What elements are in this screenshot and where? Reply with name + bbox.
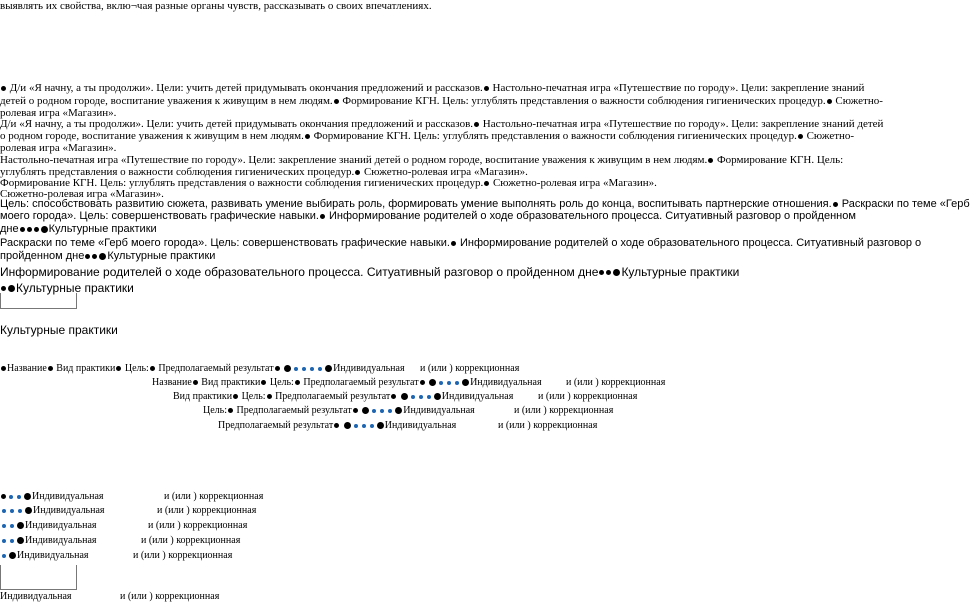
goal-label: Цель:	[203, 405, 227, 416]
line-text: Сюжетно-	[835, 95, 883, 107]
table-row-3	[173, 391, 513, 403]
correction-label-6: и (или ) коррекционная	[164, 491, 264, 502]
result-label: Предполагаемый результат	[303, 377, 419, 388]
bullet-icon	[17, 522, 24, 529]
table-row-5	[218, 420, 456, 432]
correction-label-1: и (или ) коррекционная	[420, 363, 520, 374]
goal-label: Цель:	[124, 363, 149, 374]
bullet-icon	[34, 227, 39, 232]
bullet-icon	[606, 270, 611, 275]
blue-dot-icon	[2, 539, 6, 543]
line-text: Культурные практики	[621, 265, 740, 279]
blue-dot-icon	[10, 509, 14, 513]
individual-label: Индивидуальная	[25, 520, 97, 531]
plan-line-14	[0, 237, 921, 250]
line-text: Цель: способствовать развитию сюжета, развивать умение выбирать роль, формировать умение выполнять роль до конца, воспитывать партнерские отношения.	[0, 198, 832, 210]
table-row-1	[0, 363, 405, 375]
bullet-icon	[827, 99, 832, 104]
bullet-icon	[20, 227, 25, 232]
blue-dot-icon	[388, 409, 392, 413]
blue-dot-icon	[447, 381, 451, 385]
blue-dot-icon	[411, 395, 415, 399]
blue-dot-icon	[10, 539, 14, 543]
plan-line-2	[0, 95, 883, 108]
bullet-icon	[320, 214, 325, 219]
individual-label: Индивидуальная	[403, 405, 475, 416]
result-label: Предполагаемый результат	[158, 363, 274, 374]
plan-line-18: Культурные практики	[0, 323, 118, 337]
bullet-icon	[295, 380, 300, 385]
bullet-icon	[451, 241, 456, 246]
plan-line-16	[0, 264, 739, 280]
line-text: Культурные практики	[107, 250, 216, 262]
correction-label-4: и (или ) коррекционная	[514, 405, 614, 416]
table-row-4	[203, 405, 475, 417]
bullet-icon	[275, 366, 280, 371]
bullet-icon	[48, 366, 53, 371]
table-row-6	[0, 491, 104, 503]
line-text: углублять представления о важности соблюдения гигиенических процедур.	[0, 166, 355, 178]
type-label: Вид практики	[56, 363, 116, 374]
bullet-icon	[150, 366, 155, 371]
bullet-icon	[484, 86, 489, 91]
bullet-icon	[833, 202, 838, 207]
table-row-7	[0, 505, 105, 517]
bullet-icon	[420, 380, 425, 385]
line-text: Д/и «Я начну, а ты продолжи». Цели: учить детей придумывать окончания предложений и рассказов.	[0, 118, 474, 130]
correction-label-9: и (или ) коррекционная	[141, 535, 241, 546]
bullet-icon	[228, 408, 233, 413]
bullet-icon	[284, 365, 291, 372]
correction-label-8: и (или ) коррекционная	[148, 520, 248, 531]
bullet-icon	[334, 423, 339, 428]
bullet-icon	[1, 494, 6, 499]
bullet-icon	[24, 493, 31, 500]
blue-dot-icon	[10, 524, 14, 528]
blue-dot-icon	[427, 395, 431, 399]
bullet-icon	[334, 99, 339, 104]
blue-dot-icon	[439, 381, 443, 385]
name-label: Название	[7, 363, 47, 374]
bullet-icon	[377, 422, 384, 429]
blue-dot-icon	[9, 495, 13, 499]
bullet-icon	[1, 366, 6, 371]
bullet-icon	[27, 227, 32, 232]
bullet-icon	[599, 270, 604, 275]
line-text: дне	[0, 223, 19, 235]
type-label: Вид практики	[201, 377, 261, 388]
blue-dot-icon	[2, 554, 6, 558]
individual-label: Индивидуальная	[17, 550, 89, 561]
line-text: Формирование КГН. Цель: углублять представления о важности соблюдения гигиенических процедур.	[342, 95, 826, 107]
correction-label-11: и (или ) коррекционная	[120, 591, 220, 602]
correction-label-3: и (или ) коррекционная	[538, 391, 638, 402]
blue-dot-icon	[310, 367, 314, 371]
individual-label: Индивидуальная	[33, 505, 105, 516]
individual-label: Индивидуальная	[384, 420, 457, 431]
blue-dot-icon	[455, 381, 459, 385]
correction-label-5: и (или ) коррекционная	[498, 420, 598, 431]
line-text: пройденном дне	[0, 250, 85, 262]
bullet-icon	[434, 393, 441, 400]
result-label: Предполагаемый результат	[218, 420, 334, 431]
bullet-icon	[401, 393, 408, 400]
individual-label: Индивидуальная	[441, 391, 514, 402]
plan-line-6: ролевая игра «Магазин».	[0, 142, 117, 154]
line-text: Сюжетно-ролевая игра «Магазин».	[492, 177, 657, 189]
blue-dot-icon	[372, 409, 376, 413]
intro-text: выявлять их свойства, вклю¬чая разные органы чувств, рассказывать о своих впечатлениях.	[0, 0, 432, 12]
line-text: Настольно-печатная игра «Путешествие по городу». Цели: закрепление знаний детей о родном городе, воспитание уважения к живущим в нем людям.	[0, 154, 708, 166]
blue-dot-icon	[2, 509, 6, 513]
plan-line-15	[0, 250, 215, 263]
line-text: Культурные практики	[16, 281, 134, 295]
bullet-icon	[353, 408, 358, 413]
bullet-icon	[362, 407, 369, 414]
table-cell-outline	[0, 293, 77, 309]
individual-label: Индивидуальная	[32, 491, 104, 502]
bullet-icon	[9, 552, 16, 559]
name-label: Название	[152, 377, 192, 388]
bullet-icon	[798, 134, 803, 139]
bullet-icon	[261, 380, 266, 385]
bullet-icon	[462, 379, 469, 386]
blue-dot-icon	[362, 424, 366, 428]
plan-line-1	[0, 82, 864, 95]
line-text: Культурные практики	[48, 223, 157, 235]
plan-line-10: Сюжетно-ролевая игра «Магазин».	[0, 188, 164, 200]
bullet-icon	[99, 253, 106, 260]
line-text: Формирование КГН. Цель:	[716, 154, 844, 166]
bullet-icon	[92, 254, 97, 259]
result-label: Предполагаемый результат	[236, 405, 352, 416]
blue-dot-icon	[354, 424, 358, 428]
bullet-icon	[484, 181, 489, 186]
line-text: Информирование родителей о ходе образовательного процесса. Ситуативный разговор о пройденном	[329, 210, 856, 222]
bullet-icon	[116, 366, 121, 371]
line-text: Формирование КГН. Цель: углублять представления о важности соблюдения гигиенических процедур.	[313, 130, 797, 142]
bullet-icon	[8, 285, 15, 292]
table-cell-outline	[0, 565, 77, 590]
blue-dot-icon	[18, 509, 22, 513]
type-label: Вид практики	[173, 391, 233, 402]
bullet-icon	[193, 380, 198, 385]
correction-label-2: и (или ) коррекционная	[566, 377, 666, 388]
bullet-icon	[613, 269, 620, 276]
plan-line-13	[0, 223, 157, 236]
bullet-icon	[1, 286, 6, 291]
bullet-icon	[17, 537, 24, 544]
line-text: детей о родном городе, воспитание уважения к живущим в нем людям.	[0, 95, 333, 107]
blue-dot-icon	[419, 395, 423, 399]
correction-label-7: и (или ) коррекционная	[157, 505, 257, 516]
bullet-icon	[85, 254, 90, 259]
plan-line-5	[0, 130, 854, 143]
line-text: Настольно-печатная игра «Путешествие по городу». Цели: закрепление знаний детей	[482, 118, 884, 130]
blue-dot-icon	[2, 524, 6, 528]
bullet-icon	[474, 122, 479, 127]
table-row-2	[152, 377, 542, 389]
bullet-icon	[429, 379, 436, 386]
bullet-icon	[395, 407, 402, 414]
line-text: Формирование КГН. Цель: углублять представления о важности соблюдения гигиенических процедур.	[0, 177, 484, 189]
bullet-icon	[267, 394, 272, 399]
bullet-icon	[325, 365, 332, 372]
plan-line-12	[0, 210, 856, 223]
blue-dot-icon	[380, 409, 384, 413]
blue-dot-icon	[370, 424, 374, 428]
line-text: Раскраски по теме «Герб моего города». Цель: совершенствовать графические навыки.	[0, 237, 450, 249]
bullet-icon	[355, 170, 360, 175]
table-row-8	[0, 520, 97, 532]
line-text: моего города». Цель: совершенствовать графические навыки.	[0, 210, 319, 222]
line-text: о родном городе, воспитание уважения к живущим в нем людям.	[0, 130, 304, 142]
correction-label-10: и (или ) коррекционная	[133, 550, 233, 561]
line-text: Сюжетно-ролевая игра «Магазин».	[363, 166, 528, 178]
result-label: Предполагаемый результат	[275, 391, 391, 402]
bullet-icon	[1, 86, 6, 91]
blue-dot-icon	[302, 367, 306, 371]
individual-label: Индивидуальная	[25, 535, 97, 546]
line-text: Настольно-печатная игра «Путешествие по городу». Цели: закрепление знаний	[492, 82, 865, 94]
table-row-10	[0, 550, 89, 562]
line-text: Д/и «Я начну, а ты продолжи». Цели: учить детей придумывать окончания предложений и рассказов.	[9, 82, 483, 94]
bullet-icon	[233, 394, 238, 399]
bullet-icon	[41, 226, 48, 233]
goal-label: Цель:	[241, 391, 266, 402]
goal-label: Цель:	[269, 377, 294, 388]
line-text: Раскраски по теме «Герб	[841, 198, 970, 210]
table-row-11: Индивидуальная	[0, 591, 72, 602]
plan-line-3: ролевая игра «Магазин».	[0, 107, 117, 119]
bullet-icon	[391, 394, 396, 399]
line-text: Информирование родителей о ходе образовательного процесса. Ситуативный разговор о	[459, 237, 922, 249]
blue-dot-icon	[318, 367, 322, 371]
table-row-9	[0, 535, 97, 547]
bullet-icon	[305, 134, 310, 139]
bullet-icon	[25, 507, 32, 514]
blue-dot-icon	[17, 495, 21, 499]
line-text: Сюжетно-	[806, 130, 855, 142]
individual-label: Индивидуальная	[333, 363, 405, 374]
bullet-icon	[344, 422, 351, 429]
bullet-icon	[708, 158, 713, 163]
line-text: Информирование родителей о ходе образовательного процесса. Ситуативный разговор о пройденном дне	[0, 265, 599, 279]
blue-dot-icon	[294, 367, 298, 371]
individual-label: Индивидуальная	[470, 377, 542, 388]
